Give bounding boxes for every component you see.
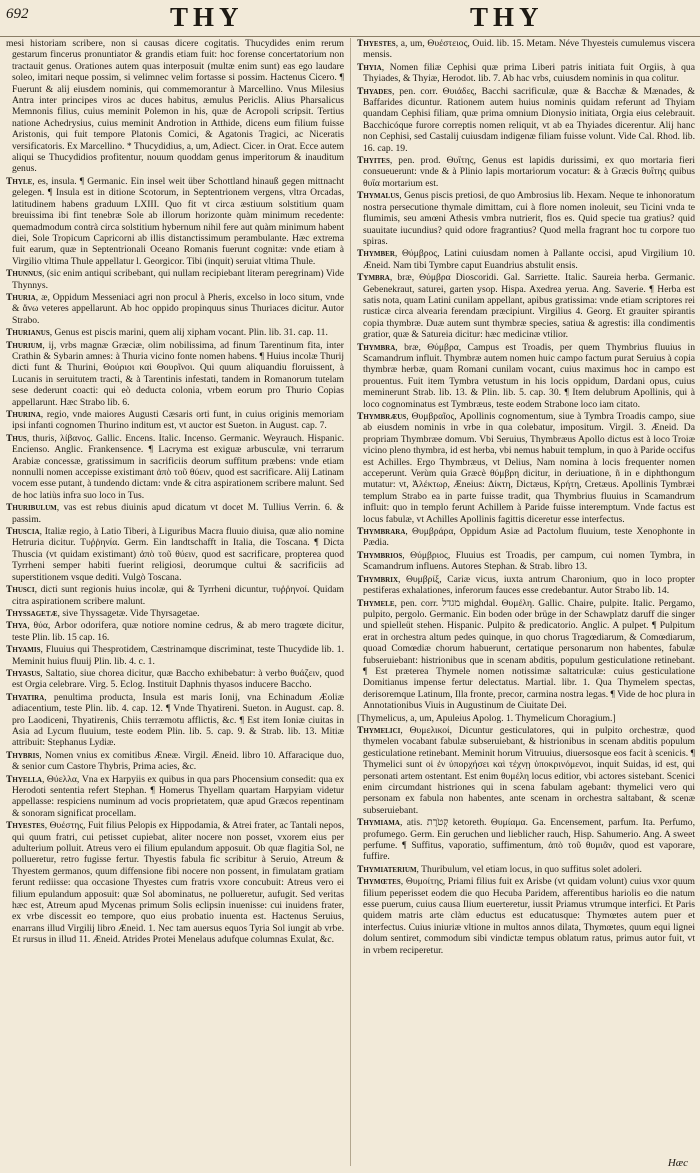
dictionary-entry: Thurium, ij, vrbs magnæ Græciæ, olim nobilissima, ad finum Tarentinum fita, inter Crathin & Sybarin amnes: à Thuria vicino fonte nomen habens. ¶ Huius incolæ Thurij dicti funt & Thurini, Θούριοι καὶ Θουρῖνοι. Qui quum aliquandiu floruissent, à Lucanis in seruitutem tracti, & à Tarentinis infestati, tandem in Romanorum tutelam sese dederunt coacti: qui eò deducta colonia, vrbem eorum pro Thurio Copias appellarunt. Hæc Strabo lib. 6. <box>6 339 344 408</box>
entry-text: (sic enim antiqui scribebant, qui nullam recipiebant literam peregrinam) Vide Thynnys. <box>12 268 344 291</box>
dictionary-entry: Thymbrix, Θυμβρίξ, Cariæ vicus, iuxta antrum Charonium, quo in loco propter pestiferas exhalationes, inferorum fauces esse credebantur. Autor Strabo lib. 14. <box>357 573 695 597</box>
dictionary-entry: Thyia, Nomen filiæ Cephisi quæ prima Liberi patris initiata fuit Orgiis, à qua Thyiades, & Thyiæ, Herodot. lib. 7. Ab hac vrbs, cuiusdem nominis in qua colitur. <box>357 61 695 85</box>
entry-text: vas est rebus diuinis apud dicatum vt docet M. Tullius Verrin. 6. & passim. <box>12 502 344 525</box>
entry-lemma: Thymelici <box>357 724 401 736</box>
dictionary-entry: Thybris, Nomen vnius ex comitibus Æneæ. Virgil. Æneid. libro 10. Affaracique duo, & senior cum Castore Thybris, Prima acies, &c. <box>6 749 344 773</box>
entry-lemma: Thuscia <box>6 526 40 538</box>
entry-text: Θύμβρος, Latini cuiusdam nomen à Pallante occisi, apud Virgilium 10. Æneid. Nam tibi Tymbre caput Euandrius abstulit ensis. <box>363 248 695 271</box>
entry-lemma: Thymbrios <box>357 549 403 561</box>
entry-text: θύα, Arbor odorifera, quæ notiore nomine cedrus, & ab mero tragœte dicitur, teste Plin. lib. 15 cap. 16. <box>12 620 344 643</box>
entry-lemma: Thyasus <box>6 667 41 679</box>
dictionary-entry: Thymiaterium, Thuribulum, vel etiam locus, in quo suffitus solet adoleri. <box>357 863 642 875</box>
entry-lemma: Thuria <box>6 291 36 303</box>
entry-text: Genus piscis pretiosi, de quo Ambrosius lib. Hexam. Neque te inhonoratum nostra persecutione thymale dimittam, cui à flore nomen inoleuit, seu Ticini vnda te flumimis, seu amœni Athesis vmbra nutrierit, flos es. Quid specie tua gratius? quid suauitate iucundius? quid odore fragrantius? Quod mella fragrant hoc tu corpore tuo spiras. <box>363 190 695 247</box>
dictionary-entry: Thyestes, a, um, Θυέστειος, Ouid. lib. 15. Metam. Néve Thyesteis cumulemus viscera mensis. <box>357 38 695 61</box>
entry-lemma: Thurium <box>6 339 43 351</box>
entry-lemma: Thyatira <box>6 691 45 703</box>
dictionary-entry: Thus, thuris, λίβανος. Gallic. Encens. Italic. Incenso. Germanic. Weyrauch. Hispanic. Encienso. Anglic. Frankensence. ¶ Lacryma est exiguæ arbusculæ, vni terrarum Arabiæ concessæ, gratissimum in sacrificiis deorum suffitum præbens: vnde etiam nonnulli nomen accepisse existimant ἀπὸ τοῦ θύειν, quod est sacrificare. Alij Latinam vocem esse putant, à tundendo dictam: vnde & citra aspirationem scribere malunt. Sed de hoc latiùs infra suo loco in Tus. <box>6 432 344 501</box>
dictionary-entry: Thymber, Θύμβρος, Latini cuiusdam nomen à Pallante occisi, apud Virgilium 10. Æneid. Nam tibi Tymbre caput Euandrius abstulit ensis. <box>357 248 695 271</box>
entry-text: Θυμοίτης, Priami filius fuit ex Arisbe (vt quidam volunt) cuius vxor quum filium peperisset eodem die quo Hecuba Paridem, afferentibus hariolis eo die natum esse puerum, cuius causa Ilium euerteretur, iussit Priamus vtrumque interfici. Et Paris quidem matris arte clàm eductus est educatusque: Thymœtes autem puer et interfectus. Cuius iniuriæ vltione in multos annos dilata, Thymœtes, quum equi lignei dolum sentiret, commodum sibi vindictæ tempus oblatum ratus, primus autor fuit, vt in vrbem reciperetur. <box>363 876 695 956</box>
entry-lemma: Thyestes <box>6 820 45 832</box>
header-rule <box>0 36 700 37</box>
entry-lemma: Thyamis <box>6 644 41 656</box>
dictionary-entry: Tymbra, bræ, Θύμβρα Dioscoridi. Gal. Sarriette. Italic. Saureia herba. Germanic. Gebenekraut, saturei, garten ysop. Hispa. Axedrea yerua. Ang. Saverie. ¶ Herba est satis nota, quam Latini cunilam appellant, apibus gratissima: vnde etiam scriptores rei rusticæ circa alvearia ferendam præcipiunt. Virgilius 4. Georg. Et grauiter spirantis copia thymbræ. Duæ autem sunt thymbræ species, satiua & agrestis: illa condimentis gratior, quæ & Satureia dicitur: hæc medicinæ vtilior. <box>357 272 695 341</box>
entry-lemma: Thunnus <box>6 268 42 280</box>
entry-text: sive Thyssagetæ. Vide Thyrsagetae. <box>62 607 200 619</box>
entry-text: Θυμβρίξ, Cariæ vicus, iuxta antrum Charonium, quo in loco propter pestiferas exhalationes, inferorum fauces esse credebantur. Autor Strabo lib. 14. <box>363 573 695 597</box>
running-head-left: THY <box>170 2 244 32</box>
column-divider <box>350 38 351 1166</box>
entry-lemma: Thyestes <box>357 38 396 49</box>
entry-text: ij, vrbs magnæ Græciæ, olim nobilissima, ad finum Tarentinum fita, inter Crathin & Sybarin amnes: à Thuria vicino fonte nomen habens. ¶ Huius incolæ Thurij dicti funt & Thurini, Θούριοι καὶ Θουρῖνοι. Qui quum aliquandiu floruissent, à Lucanis in seruitutem tracti, & à Tarentinis infestati, tandem in Romanorum tutelam sese dederunt coacti: qui eò deducta colonia, vrbem eorum pro Thurio Copias appellarunt. Hæc Strabo lib. 6. <box>12 339 344 408</box>
page-number: 692 <box>6 6 29 22</box>
dictionary-entry: Thyella, Θύελλα, Vna ex Harpyiis ex quibus in qua pars Phocensium consedit: qua ex Herodoti sententia refert Stephan. ¶ Homerus Thyellam quartam Harpyiam videtur appellasse: respiciens numinum ad vocis proprietatem, quæ apud Græcos repentinam & sonoram significat procellam. <box>6 773 344 819</box>
dictionary-entry: Thymele, pen. corr. מגדל mighdal. Θυμέλη. Gallic. Chaire, pulpite. Italic. Pergamo, pulpito, pergolo. Germanic. Ein boden oder brüge in der Schawplatz daruff die singer und spielleüt stehen. Hispanic. Pulpito & predicatorio. Anglic. A pulpet. ¶ Pulpitum erat in orchestra altum pedes quinque, in quo chorus Tragœdiarum, & Comœdiarum, quoad Comœdiæ chorum habuerunt, certatique personarum non habentes, fabulæ fubseruiebant: histrionibus que in scenam abditis, populum gesticulatione retinebant. ¶ Est præterea Thymele nomen notissimæ saltatriculæ: cuius gesticulatione Domitianus impense fertur delectatus. Martial. libr. 1. Qua Thymelem spectas, derisoremque Latinum, Illa fronte, precor, carmina nostra legas. ¶ Vide de hoc plura in Annotationibus Viuis in Augustinum de Ciuitate Dei. <box>357 597 695 712</box>
dictionary-entry: Thymbra, bræ, Θύμβρα, Campus est Troadis, per quem Thymbrius fluuius in Scamandrum influit. Thymbræ autem nomen huic campo factum purat Seruius à copia thymbræ herbæ, quam Romani cunilam vocant, cuius maximus hoc in campo est prouentus. Fuit item Tymbra vetustum in his locis oppidum, Dardani opus, cuius meminerunt Strab. lib. 13. & Plin. lib. 5. cap. 30. ¶ Item delubrum Apollinis, qui à loco cognominatus est Tymbræus, teste eodem Strabone loco iam citato. <box>357 341 695 410</box>
entry-lemma: Thymber <box>357 248 395 260</box>
entry-lemma: Tymbra <box>357 272 390 284</box>
entry-lemma: Thymbrix <box>357 573 399 585</box>
entry-text: atis. קְטֹרֶת ketoreth. Θυμίαμα. Ga. Encensement, parfum. Ita. Perfumo, profumego. Germ. Ein geruchen und lieblicher rauch, Hisp. Sahumerio. Ang. A sweet perfume. ¶ Suffitus, vaporatio, suffimentum, ἀπὸ τοῦ θυμιᾶν, quod est vaporare, fuffire. <box>363 817 695 863</box>
entry-lemma: Thymœtes <box>357 876 401 888</box>
dictionary-entry: Thya, θύα, Arbor odorifera, quæ notiore nomine cedrus, & ab mero tragœte dicitur, teste Plin. lib. 15 cap. 16. <box>6 620 344 643</box>
dictionary-entry: Thyamis, Fluuius qui Thesprotidem, Cæstrinamque discriminat, teste Thucydide lib. 1. Meminit huius fluuij Plin. lib. 4. c. 1. <box>6 644 344 667</box>
entry-text: Saltatio, siue chorea dicitur, quæ Baccho exhibebatur: à verbo θυάζειν, quod est Orgia celebrare. Virg. 5. Eclog. Instituit Daphnis thyasos inducere Baccho. <box>12 667 344 691</box>
entry-text: Θύελλα, Vna ex Harpyiis ex quibus in qua pars Phocensium consedit: qua ex Herodoti sententia refert Stephan. ¶ Homerus Thyellam quartam Harpyiam videtur appellasse: respiciens numinum ad vocis proprietatem, quæ apud Græcos repentinam & sonoram significat procellam. <box>12 773 344 819</box>
right-column <box>357 38 695 1166</box>
entry-lemma: Thyella <box>6 773 42 785</box>
entry-lemma: Thymele <box>357 597 395 609</box>
entry-text: pen. corr. Θυιάδες, Bacchi sacrificulæ, quæ & Bacchæ & Mænades, & Baffarides dicuntur. Rationem autem huius nominis quidam referunt ad Thyiam quandam Cephisi filiam, quæ prima omnium Dionysio initiata, Orgia eius celebrauit. Bacchicóque furore correptis nomen reliquit, vt ab ea Thyiades dicerentur. Alij hanc non Cephisi, sed Castalij cuiusdam indigenæ filiam fuisse volunt. Vide Cal. Rhod. lib. 16. cap. 19. <box>363 85 695 154</box>
entry-lemma: Thymbrara <box>357 526 406 538</box>
entry-text: Θύμβριος, Fluuius est Troadis, per campum, cui nomen Tymbra, in Scamandrum influens. Autores Stephan. & Strab. libro 13. <box>363 549 695 573</box>
entry-lemma: Thurianus <box>6 327 50 339</box>
entry-lemma: Thymalus <box>357 190 400 202</box>
entry-text: penultima producta, Insula est maris Ionij, vna Echinadum Æoliæ adiacentium, teste Plin. lib. 4. cap. 12. ¶ Vnde Thyatireni. Sueton. in August. cap. 8. pro Laodiceni, Thyatirenis, Chiis terræmotu afflictis, &c. ¶ Est item Ioniæ ciuitas in Asia ad Lycum fluuium, teste eodem Plin. lib. 5. cap. 9. & Strab. lib. 13. Mitiæ attribuit: Stephanus Lydiæ. <box>12 691 344 749</box>
entry-text: bræ, Θύμβρα, Campus est Troadis, per quem Thymbrius fluuius in Scamandrum influit. Thymbræ autem nomen huic campo factum purat Seruius à copia thymbræ herbæ, quam Romani cunilam vocant, cuius maximus hoc in campo est prouentus. Fuit item Tymbra vetustum in his locis oppidum, Dardani opus, cuius meminerunt Strab. lib. 13. & Plin. lib. 5. cap. 30. ¶ Item delubrum Apollinis, qui à loco cognominatus est Tymbræus, teste eodem Strabone loco iam citato. <box>363 341 695 410</box>
dictionary-entry: Thymœtes, Θυμοίτης, Priami filius fuit ex Arisbe (vt quidam volunt) cuius vxor quum filium peperisset eodem die quo Hecuba Paridem, afferentibus hariolis eo die natum esse puerum, cuius causa Ilium euerteretur, iussit Priamus vtrumque interfici. Et Paris quidem matris arte clàm eductus est educatusque: Thymœtes autem puer et interfectus. Cuius iniuriæ vltione in multos annos dilata, Thymœtes, quum equi lignei dolum sentiret, commodum sibi vindictæ tempus oblatum ratus, primus autor fuit, vt in vrbem reciperetur. <box>357 876 695 956</box>
dictionary-entry: Thyle, es, insula. ¶ Germanic. Ein insel weit über Schottland hinauß gegen mittnacht gelegen. ¶ Insula est in ditione Scotorum, in Septentrionem vergens, vltra Orcadas, latitudinem habens graduum LXIII. Quo fit vt circa æstiuum solstitium quam breuissima ibi fint tenebræ Sole ab illorum horizonte quàm minimum recedente: quemadmodum contrà circa solstitium hybernum nihil fere aut quàm minimum habent diei, Sole Tropicum Capricorni ab illis distanctissimum perambulante. Hæc extrema fuit earum, quæ in Septentrionali Oceano Romanis fuerunt cognitæ: vnde etiam à Virgilio vltima Thule appellatur l. Georgicor. Tibi (inquit) seruiat vltima Thule. <box>6 175 344 267</box>
dictionary-entry: Thurina, regio, vnde maiores Augusti Cæsaris orti funt, in cuius originis memoriam ipsi infanti cognomen Thurino inditum est, vt auctor est Sueton. in August. cap. 7. <box>6 409 344 432</box>
entry-text: Fluuius qui Thesprotidem, Cæstrinamque discriminat, teste Thucydide lib. 1. Meminit huius fluuij Plin. lib. 4. c. 1. <box>12 644 344 667</box>
entry-text: pen. corr. מגדל mighdal. Θυμέλη. Gallic. Chaire, pulpite. Italic. Pergamo, pulpito, pergolo. Germanic. Ein boden oder brüge in der Schawplatz daruff die singer und spielleüt stehen. Hispanic. Pulpito & predicatorio. Anglic. A pulpet. ¶ Pulpitum erat in orchestra altum pedes quinque, in quo chorus Tragœdiarum, & Comœdiarum, quoad Comœdiæ chorum habuerunt, certatique personarum non habentes, fabulæ fubseruiebant: histrionibus que in scenam abditis, populum gesticulatione retinebant. ¶ Est præterea Thymele nomen notissimæ saltatriculæ: cuius gesticulatione Domitianus impense fertur delectatus. Martial. libr. 1. Qua Thymelem spectas, derisoremque Latinum, Illa fronte, precor, carmina nostra legas. ¶ Vide de hoc plura in Annotationibus Viuis in Augustinum de Ciuitate Dei. <box>363 597 695 712</box>
entry-text: mesi historiam scribere, non si causas dicere cogitatis. Thucydides enim rerum gestarum fincerus pronuntiator & grandis etiam fuit: hoc forense concertatorium non tractauit genus. Orationes autem quas interposuit (multæ enim sunt) eas ego laudare soleo, imitari neque possim, si velimnec velim fortasse si possim. Hactenus Cicero. ¶ Fuerunt & alij eiusdem nominis, qui commemorantur à Marcellino. Vnus Milesius Antra inter principes viros ac duces habitus, æmulus Periclis. Alius Pharsalicus Memnonis filius, cuius meminit Polemon in his, quæ de Acropoli scripsit. Tertius natione Achedrysius, cuius meminit Androtion in Atthide, dicens eum filium fuisse Aristonis, qui fuit tempore Platonis Comici, & Agatonis Tragici, ac Niceratis versificatoris. Ex Marcellino. * Thucydidius, a, um, Adiect. Cicer. in Orat. Ecce autem aliqui se Thucydidios profitentur, nouum quoddam genus imperitorum & inauditum genus. <box>6 38 344 175</box>
entry-lemma: Thybris <box>6 749 40 761</box>
entry-lemma: Thya <box>6 620 28 632</box>
dictionary-entry: Thurianus, Genus est piscis marini, quem alij xipham vocant. Plin. lib. 31. cap. 11. <box>6 327 328 339</box>
dictionary-entry: Thymelici, Θυμελικοί, Dicuntur gesticulatores, qui in pulpito orchestræ, quod thymelen vocabant fabulæ subseruiebant, & histrionibus in scenam abditis populum gesticulatione retinebant. Meminit horum Vitruuius, diuersosque eos facit à scenicis. ¶ Thymelici sunt οἱ ἐν ὑπορχήσει καὶ τέχνῃ ὑποκρινόμενοι, inquit Suidas, id est, qui personati artem ostentant. Est enim θυμέλη locus editior, vbi actores sistebant. Scenici enim circumdant histriones qui in scena fabulam agebant: thymelici vero qui personam ex fabula non habentes, ante scenam in orchestra saltabant, & scenæ subseruiebant. <box>357 724 695 816</box>
entry-text: a, um, Θυέστειος, Ouid. lib. 15. Metam. Néve Thyesteis cumulemus viscera mensis. <box>363 38 695 61</box>
dictionary-entry: Thymiama, atis. קְטֹרֶת ketoreth. Θυμίαμα. Ga. Encensement, parfum. Ita. Perfumo, profumego. Germ. Ein geruchen und lieblicher rauch, Hisp. Sahumerio. Ang. A sweet perfume. ¶ Suffitus, vaporatio, suffimentum, ἀπὸ τοῦ θυμιᾶν, quod est vaporare, fuffire. <box>357 817 695 863</box>
entry-text: es, insula. ¶ Germanic. Ein insel weit über Schottland hinauß gegen mittnacht gelegen. ¶ Insula est in ditione Scotorum, in Septentrionem vergens, vltra Orcadas, latitudinem habens graduum LXIII. Quo fit vt circa æstiuum solstitium quam breuissima ibi fint tenebræ Sole ab illorum horizonte quàm minimum recedente: quemadmodum contrà circa solstitium hybernum nihil fere aut quàm minimum habent diei, Sole Tropicum Capricorni ab illis distanctissimum perambulante. Hæc extrema fuit earum, quæ in Septentrionali Oceano Romanis fuerunt cognitæ: vnde etiam à Virgilio vltima Thule appellatur l. Georgicor. Tibi (inquit) seruiat vltima Thule. <box>12 175 344 267</box>
entry-text: Nomen vnius ex comitibus Æneæ. Virgil. Æneid. libro 10. Affaracique duo, & senior cum Castore Thybris, Prima acies, &c. <box>12 749 344 773</box>
entry-text: regio, vnde maiores Augusti Cæsaris orti funt, in cuius originis memoriam ipsi infanti cognomen Thurino inditum est, vt auctor est Sueton. in August. cap. 7. <box>12 409 344 432</box>
entry-lemma: Thyssagetæ <box>6 607 58 619</box>
entry-text: Italiæ regio, à Latio Tiberi, à Liguribus Macra fluuio diuisa, quæ alio nomine Hetruria dicitur. Τυῤῥηνία. Germ. Ein landtschafft in Italia, die Toscana. ¶ Dicta Thuscia (vt quidam existimant) ἀπὸ τοῦ θύειν, quod est sacrificare, propterea quod Tyrrheni semper habiti fuerint religiosi, deorumque cultui & sacrificiis ad superstitionem vsque dediti. Vulgò Toscana. <box>12 526 344 583</box>
dictionary-entry: Thyasus, Saltatio, siue chorea dicitur, quæ Baccho exhibebatur: à verbo θυάζειν, quod est Orgia celebrare. Virg. 5. Eclog. Instituit Daphnis thyasos inducere Baccho. <box>6 667 344 691</box>
dictionary-entry: Thuria, æ, Oppidum Messeniaci agri non procul à Pheris, excelso in loco situm, vnde & ἄνω veteres appellarunt. Ab hoc oppido propinquus sinus Thuriaces dicitur. Autor Strabo. <box>6 291 344 326</box>
entry-text: dicti sunt regionis huius incolæ, qui & Tyrrheni dicuntur, τυῤῥηνοί. Quidam citra aspirationem scribere malunt. <box>12 584 344 607</box>
entry-lemma: Thyia <box>357 61 382 73</box>
entry-text: Thuribulum, vel etiam locus, in quo suffitus solet adoleri. <box>421 863 642 875</box>
entry-text: æ, Oppidum Messeniaci agri non procul à Pheris, excelso in loco situm, vnde & ἄνω veteres appellarunt. Ab hoc oppido propinquus sinus Thuriaces dicitur. Autor Strabo. <box>12 291 344 326</box>
dictionary-entry: Thymbræus, Θυμβραῖος, Apollinis cognomentum, siue à Tymbra Troadis campo, siue ab eiusdem nominis in vrbe in qua colebatur, impositum. Virgil. 3. Æneid. Da propriam Thymbræe domum. Vbi Seruius, Thymbræus Apollo dictus est à loco Troiæ vicino pleno thymbra, id est herba, vbi nemus habuit templum, in quo à Paride occifus est Achilles. Ergo Thymbræus, vt Delius, Nam nomina à locis frequenter nomen acceperunt. Verùm quia Græcè θύμβρη dicitur, in deriuatione, ñ in e diphthongum mutatur: vt, Ἀλέκτωρ, Æneius: Δίκτη, Dictæus, Κρήτη, Cretæus. Apollinis Tymbræi templum Strabo ea in parte fuisse tradit, qua Thymbrius fluuius in Scamandrum influit: quo in templo ferunt Achillem à Paride fuisse interemptum. Vnde factus est locus fabulæ, vt Achilles Apollinis fagittis diceretur esse interfectus. <box>357 411 695 525</box>
entry-text: bræ, Θύμβρα Dioscoridi. Gal. Sarriette. Italic. Saureia herba. Germanic. Gebenekraut, saturei, garten ysop. Hispa. Axedrea yerua. Ang. Saverie. ¶ Herba est satis nota, quam Latini cunilam appellant, apibus gratissima: vnde etiam scriptores rei rusticæ circa alvearia ferendam præcipiunt. Virgilius 4. Georg. Et grauiter spirantis copia thymbræ. Duæ autem sunt thymbræ species, satiua & agrestis: illa condimentis gratior, quæ & Satureia dicitur: hæc medicinæ vtilior. <box>363 272 695 341</box>
running-head-right: THY <box>470 2 544 32</box>
entry-lemma: Thymiaterium <box>357 863 417 875</box>
dictionary-entry: Thuribulum, vas est rebus diuinis apud dicatum vt docet M. Tullius Verrin. 6. & passim. <box>6 502 344 525</box>
dictionary-entry: Thyestes, Θυέστης, Fuit filius Pelopis ex Hippodamia, & Atrei frater, ac Tantali nepos, qui quum fratri, cui petisset cupiebat, aliter nocere non posset, vxorem eius per adulterium polluit. Atreus vero ei filium epulandum apposuit. Ob quæ flagitia Sol, ne pollueretur, retro fugisse fertur. Thyestis fabula fic scribitur à Seruio, Atreum & Thyestem germanos, quum diffensione fibi nocere non possent, in fimulatam gratiam ferunt rediisse: qua occasione Thyestes cum fratris vxore concubuit: Atreus vero ei filium epulandum apposuit: quæ Sol abominatus, ne pollueretur, aufugit. Sed veritas hæc est, Atreum apud Mycenas primum Solis eclipsin inuenisse: cui inuidens frater, ex vrbe discessit eo tempore, quo eius probatio inuenta est. Hactenus Seruius, enarrans illud Virgilij libro Æneid. 1. Nec tam auersus equos Tyria Sol iungit ab vrbe. Et rursus in illud 11. Æneid. Atrides Protei Menelaus adufque columnas Exulat, &c. <box>6 820 344 946</box>
dictionary-entry: Thusci, dicti sunt regionis huius incolæ, qui & Tyrrheni dicuntur, τυῤῥηνοί. Quidam citra aspirationem scribere malunt. <box>6 584 344 607</box>
entry-text: Θυμβράρα, Oppidum Asiæ ad Pactolum fluuium, teste Xenophonte in Pædia. <box>363 526 695 549</box>
dictionary-entry <box>6 38 344 175</box>
entry-text: thuris, λίβανος. Gallic. Encens. Italic. Incenso. Germanic. Weyrauch. Hispanic. Encienso. Anglic. Frankensence. ¶ Lacryma est exiguæ arbusculæ, vni terrarum Arabiæ concessæ, gratissimum in sacrificiis deorum suffitum præbens: vnde etiam nonnulli nomen accepisse existimant ἀπὸ τοῦ θύειν, quod est sacrificare. Alij Latinam vocem esse putant, à tundendo dictam: vnde & citra aspirationem scribere malunt. Sed de hoc latiùs infra suo loco in Tus. <box>12 432 344 501</box>
dictionary-entry: Thyites, pen. prod. Θυΐτης, Genus est lapidis durissimi, ex quo mortaria fieri consueuerunt: vnde & à Plinio lapis mortariorum vocatur: & à Græcis θυΐτης quibus θυΐα mortarium est. <box>357 155 695 189</box>
left-column <box>6 38 344 1166</box>
entry-lemma: Thymiama <box>357 817 400 829</box>
entry-lemma: Thymbræus <box>357 411 407 422</box>
dictionary-entry <box>357 713 695 724</box>
entry-lemma: Thuribulum <box>6 502 57 514</box>
dictionary-entry: Thuscia, Italiæ regio, à Latio Tiberi, à Liguribus Macra fluuio diuisa, quæ alio nomine Hetruria dicitur. Τυῤῥηνία. Germ. Ein landtschafft in Italia, die Toscana. ¶ Dicta Thuscia (vt quidam existimant) ἀπὸ τοῦ θύειν, quod est sacrificare, propterea quod Tyrrheni semper habiti fuerint religiosi, deorumque cultui & sacrificiis ad superstitionem vsque dediti. Vulgò Toscana. <box>6 526 344 583</box>
entry-lemma: Thyades <box>357 85 392 97</box>
dictionary-entry: Thymbrara, Θυμβράρα, Oppidum Asiæ ad Pactolum fluuium, teste Xenophonte in Pædia. <box>357 526 695 549</box>
entry-text: Θυμβραῖος, Apollinis cognomentum, siue à Tymbra Troadis campo, siue ab eiusdem nominis in vrbe in qua colebatur, impositum. Virgil. 3. Æneid. Da propriam Thymbræe domum. Vbi Seruius, Thymbræus Apollo dictus est à loco Troiæ vicino pleno thymbra, id est herba, vbi nemus habuit templum, in quo à Paride occifus est Achilles. Ergo Thymbræus, vt Delius, Nam nomina à locis frequenter nomen acceperunt. Verùm quia Græcè θύμβρη dicitur, in deriuatione, ñ in e diphthongum mutatur: vt, Ἀλέκτωρ, Æneius: Δίκτη, Dictæus, Κρήτη, Cretæus. Apollinis Tymbræi templum Strabo ea in parte fuisse tradit, qua Thymbrius fluuius in Scamandrum influit: quo in templo ferunt Achillem à Paride fuisse interemptum. Vnde factus est locus fabulæ, vt Achilles Apollinis fagittis diceretur esse interfectus. <box>363 411 695 525</box>
entry-lemma: Thymbra <box>357 341 396 353</box>
entry-text: [Thymelicus, a, um, Apuleius Apolog. 1. Thymelicum Choragium.] <box>357 712 616 724</box>
entry-lemma: Thyle <box>6 175 33 187</box>
dictionary-entry: Thyssagetæ, sive Thyssagetæ. Vide Thyrsagetae. <box>6 607 200 619</box>
entry-lemma: Thusci <box>6 584 35 596</box>
entry-text: Genus est piscis marini, quem alij xipham vocant. Plin. lib. 31. cap. 11. <box>54 327 328 339</box>
dictionary-entry: Thymbrios, Θύμβριος, Fluuius est Troadis, per campum, cui nomen Tymbra, in Scamandrum influens. Autores Stephan. & Strab. libro 13. <box>357 549 695 573</box>
entry-text: Θυμελικοί, Dicuntur gesticulatores, qui in pulpito orchestræ, quod thymelen vocabant fabulæ subseruiebant, & histrionibus in scenam abditis populum gesticulatione retinebant. Meminit horum Vitruuius, diuersosque eos facit à scenicis. ¶ Thymelici sunt οἱ ἐν ὑπορχήσει καὶ τέχνῃ ὑποκρινόμενοι, inquit Suidas, id est, qui personati artem ostentant. Est enim θυμέλη locus editior, vbi actores sistebant. Scenici enim circumdant histriones qui in scena fabulam agebant: thymelici vero qui personam ex fabula non habentes, ante scenam in orchestra saltabant, & scenæ subseruiebant. <box>363 724 695 816</box>
catchword: Hæc <box>667 1157 688 1169</box>
entry-lemma: Thyites <box>357 155 390 167</box>
dictionary-entry: Thyatira, penultima producta, Insula est maris Ionij, vna Echinadum Æoliæ adiacentium, teste Plin. lib. 4. cap. 12. ¶ Vnde Thyatireni. Sueton. in August. cap. 8. pro Laodiceni, Thyatirenis, Chiis terræmotu afflictis, &c. ¶ Est item Ioniæ ciuitas in Asia ad Lycum fluuium, teste eodem Plin. lib. 5. cap. 9. & Strab. lib. 13. Mitiæ attribuit: Stephanus Lydiæ. <box>6 691 344 749</box>
entry-lemma: Thus <box>6 432 27 444</box>
dictionary-entry: Thymalus, Genus piscis pretiosi, de quo Ambrosius lib. Hexam. Neque te inhonoratum nostra persecutione thymale dimittam, cui à flore nomen inoleuit, seu Ticini vnda te flumimis, seu amœni Athesis vmbra nutrierit, flos es. Quid specie tua gratius? quid suauitate iucundius? quid odore fragrantius? Quod mella fragrant hoc tu corpore tuo spiras. <box>357 190 695 247</box>
entry-text: Θυέστης, Fuit filius Pelopis ex Hippodamia, & Atrei frater, ac Tantali nepos, qui quum fratri, cui petisset cupiebat, aliter nocere non posset, vxorem eius per adulterium polluit. Atreus vero ei filium epulandum apposuit. Ob quæ flagitia Sol, ne pollueretur, retro fugisse fertur. Thyestis fabula fic scribitur à Seruio, Atreum & Thyestem germanos, quum diffensione fibi nocere non possent, in fimulatam gratiam ferunt rediisse: qua occasione Thyestes cum fratris vxore concubuit: Atreus vero ei filium epulandum apposuit: quæ Sol abominatus, ne pollueretur, aufugit. Sed veritas hæc est, Atreum apud Mycenas primum Solis eclipsin inuenisse: cui inuidens frater, ex vrbe discessit eo tempore, quo eius probatio inuenta est. Hactenus Seruius, enarrans illud Virgilij libro Æneid. 1. Nec tam auersus equos Tyria Sol iungit ab vrbe. Et rursus in illud 11. Æneid. Atrides Protei Menelaus adufque columnas Exulat, &c. <box>12 820 344 946</box>
entry-text: pen. prod. Θυΐτης, Genus est lapidis durissimi, ex quo mortaria fieri consueuerunt: vnde & à Plinio lapis mortariorum vocatur: & à Græcis θυΐτης quibus θυΐα mortarium est. <box>363 155 695 189</box>
dictionary-entry: Thunnus, (sic enim antiqui scribebant, qui nullam recipiebant literam peregrinam) Vide Thynnys. <box>6 268 344 291</box>
dictionary-entry: Thyades, pen. corr. Θυιάδες, Bacchi sacrificulæ, quæ & Bacchæ & Mænades, & Baffarides dicuntur. Rationem autem huius nominis quidam referunt ad Thyiam quandam Cephisi filiam, quæ prima omnium Dionysio initiata, Orgia eius celebrauit. Bacchicóque furore correptis nomen reliquit, vt ab ea Thyiades dicerentur. Alij hanc non Cephisi, sed Castalij cuiusdam indigenæ filiam fuisse volunt. Vide Cal. Rhod. lib. 16. cap. 19. <box>357 85 695 154</box>
entry-lemma: Thurina <box>6 409 41 420</box>
entry-text: Nomen filiæ Cephisi quæ prima Liberi patris initiata fuit Orgiis, à qua Thyiades, & Thyiæ, Herodot. lib. 7. Ab hac vrbs, cuiusdem nominis in qua colitur. <box>363 61 695 85</box>
